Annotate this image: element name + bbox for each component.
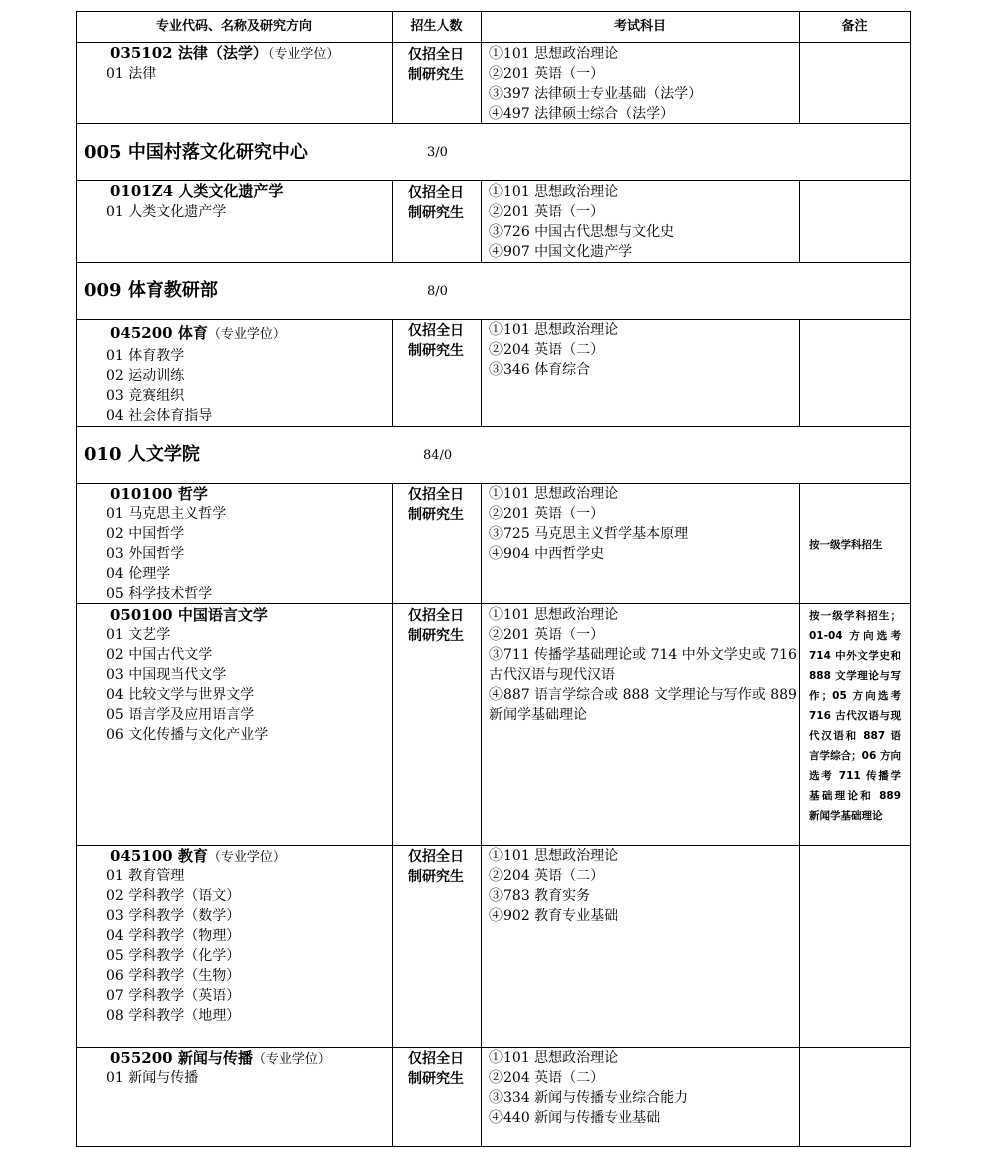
- direction: 01 新闻与传播: [106, 1070, 199, 1086]
- exam-subject: ③711 传播学基础理论或 714 中外文学史或 716: [489, 647, 797, 663]
- major-row: [110, 484, 208, 505]
- major-name: 045100 教育: [110, 847, 208, 865]
- rule: [799, 483, 800, 1147]
- exam-subject: ①101 思想政治理论: [489, 486, 619, 502]
- direction: 04 学科教学（物理）: [106, 928, 241, 944]
- quota-line: 制研究生: [408, 628, 464, 644]
- quota-line: 仅招全日: [408, 487, 464, 503]
- exam-subject: ①101 思想政治理论: [489, 848, 619, 864]
- department-count: 8/0: [427, 284, 448, 299]
- exam-subject: ③726 中国古代思想与文化史: [489, 224, 675, 240]
- direction: 07 学科教学（英语）: [106, 988, 241, 1004]
- exam-subject: ②201 英语（一）: [489, 66, 605, 82]
- direction: 01 教育管理: [106, 868, 185, 884]
- major-name: 050100 中国语言文学: [110, 606, 268, 624]
- department-name: 005 中国村落文化研究中心: [84, 142, 308, 163]
- exam-subject: ②204 英语（二）: [489, 868, 605, 884]
- exam-subject: ③397 法律硕士专业基础（法学）: [489, 86, 703, 102]
- quota-line: 仅招全日: [408, 47, 464, 63]
- direction: 01 文艺学: [106, 627, 171, 643]
- rule: [481, 319, 482, 426]
- quota-line: 制研究生: [408, 869, 464, 885]
- direction: 02 学科教学（语文）: [106, 888, 241, 904]
- direction: 03 竞赛组织: [106, 388, 185, 404]
- exam-subject: ④887 语言学综合或 888 文学理论与写作或 889: [489, 687, 797, 703]
- department-name: 010 人文学院: [84, 444, 200, 465]
- major-name: 010100 哲学: [110, 485, 208, 503]
- major-note: （专业学位）: [207, 850, 286, 865]
- admissions-table: [76, 11, 911, 1147]
- header-major: 专业代码、名称及研究方向: [155, 19, 312, 34]
- direction: 05 学科教学（化学）: [106, 948, 241, 964]
- direction: 01 法律: [106, 66, 157, 82]
- major-row: [110, 323, 286, 345]
- exam-subject: ①101 思想政治理论: [489, 184, 619, 200]
- rule: [910, 11, 911, 1147]
- major-row: [110, 43, 339, 65]
- exam-subject: ①101 思想政治理论: [489, 1050, 619, 1066]
- rule: [392, 483, 393, 1147]
- remark: 按一级学科招生: [809, 539, 883, 551]
- quota-line: 制研究生: [408, 507, 464, 523]
- exam-subject: ③725 马克思主义哲学基本原理: [489, 526, 689, 542]
- exam-subject: ④907 中国文化遗产学: [489, 244, 633, 260]
- rule: [392, 319, 393, 426]
- direction: 03 中国现当代文学: [106, 667, 227, 683]
- department-name: 009 体育教研部: [84, 280, 218, 301]
- rule: [392, 180, 393, 262]
- quota-line: 仅招全日: [408, 323, 464, 339]
- direction: 04 比较文学与世界文学: [106, 687, 255, 703]
- direction: 06 文化传播与文化产业学: [106, 727, 269, 743]
- department-count: 84/0: [423, 448, 453, 463]
- rule: [799, 180, 800, 262]
- header-exam: 考试科目: [613, 19, 666, 34]
- rule: [76, 11, 77, 1147]
- department-count: 3/0: [427, 145, 448, 160]
- quota-line: 制研究生: [408, 1071, 464, 1087]
- quota-line: 制研究生: [408, 205, 464, 221]
- quota-line: 仅招全日: [408, 849, 464, 865]
- quota-line: 制研究生: [408, 67, 464, 83]
- major-row: [110, 1048, 331, 1070]
- rule: [481, 483, 482, 1147]
- rule: [481, 180, 482, 262]
- major-note: （专业学位）: [267, 47, 340, 62]
- major-name: 0101Z4 人类文化遗产学: [110, 182, 284, 200]
- major-row: [110, 181, 283, 202]
- exam-subject: ②201 英语（一）: [489, 204, 605, 220]
- direction: 04 社会体育指导: [106, 408, 213, 424]
- exam-subject: ③346 体育综合: [489, 362, 591, 378]
- exam-subject: ①101 思想政治理论: [489, 607, 619, 623]
- exam-subject: ④440 新闻与传播专业基础: [489, 1110, 661, 1126]
- rule: [76, 426, 911, 427]
- direction: 03 学科教学（数学）: [106, 908, 241, 924]
- header-quota: 招生人数: [410, 19, 463, 34]
- exam-subject: ②204 英语（二）: [489, 342, 605, 358]
- exam-subject: ②204 英语（二）: [489, 1070, 605, 1086]
- header-remark: 备注: [841, 19, 868, 34]
- exam-subject: 古代汉语与现代汉语: [489, 667, 615, 683]
- direction: 03 外国哲学: [106, 546, 185, 562]
- major-note: （专业学位）: [207, 327, 286, 342]
- exam-subject: ①101 思想政治理论: [489, 46, 619, 62]
- quota-line: 仅招全日: [408, 185, 464, 201]
- direction: 01 马克思主义哲学: [106, 506, 227, 522]
- quota-line: 仅招全日: [408, 608, 464, 624]
- quota-line: 制研究生: [408, 343, 464, 359]
- direction: 06 学科教学（生物）: [106, 968, 241, 984]
- direction: 02 中国古代文学: [106, 647, 213, 663]
- exam-subject: ④904 中西哲学史: [489, 546, 605, 562]
- exam-subject: ④902 教育专业基础: [489, 908, 619, 924]
- direction: 02 运动训练: [106, 368, 185, 384]
- remark: 按一级学科招生；01-04 方向选考 714 中外文学史和 888 文学理论与写作；05 方向选考 716 古代汉语与现代汉语和 887 语言学综合；06 方向选考 711 传播学基础理论和 889 新闻学基础理论: [809, 610, 901, 822]
- quota-line: 仅招全日: [408, 1051, 464, 1067]
- exam-subject: ③334 新闻与传播专业综合能力: [489, 1090, 689, 1106]
- exam-subject: ②201 英语（一）: [489, 627, 605, 643]
- rule: [76, 262, 911, 263]
- major-row: [110, 605, 268, 626]
- rule: [76, 11, 911, 12]
- exam-subject: ④497 法律硕士综合（法学）: [489, 106, 675, 122]
- direction: 05 语言学及应用语言学: [106, 707, 255, 723]
- major-row: [110, 846, 286, 868]
- exam-subject: ②201 英语（一）: [489, 506, 605, 522]
- major-note: （专业学位）: [252, 1052, 331, 1067]
- rule: [799, 319, 800, 426]
- direction: 01 人类文化遗产学: [106, 204, 227, 220]
- direction: 01 体育教学: [106, 348, 185, 364]
- exam-subject: ③783 教育实务: [489, 888, 591, 904]
- major-name: 045200 体育: [110, 324, 208, 342]
- exam-subject: 新闻学基础理论: [489, 707, 587, 723]
- direction: 04 伦理学: [106, 566, 171, 582]
- major-name: 055200 新闻与传播: [110, 1049, 253, 1067]
- rule: [76, 1146, 911, 1147]
- major-name: 035102 法律（法学）: [110, 44, 268, 62]
- exam-subject: ①101 思想政治理论: [489, 322, 619, 338]
- direction: 05 科学技术哲学: [106, 586, 213, 602]
- direction: 02 中国哲学: [106, 526, 185, 542]
- direction: 08 学科教学（地理）: [106, 1008, 241, 1024]
